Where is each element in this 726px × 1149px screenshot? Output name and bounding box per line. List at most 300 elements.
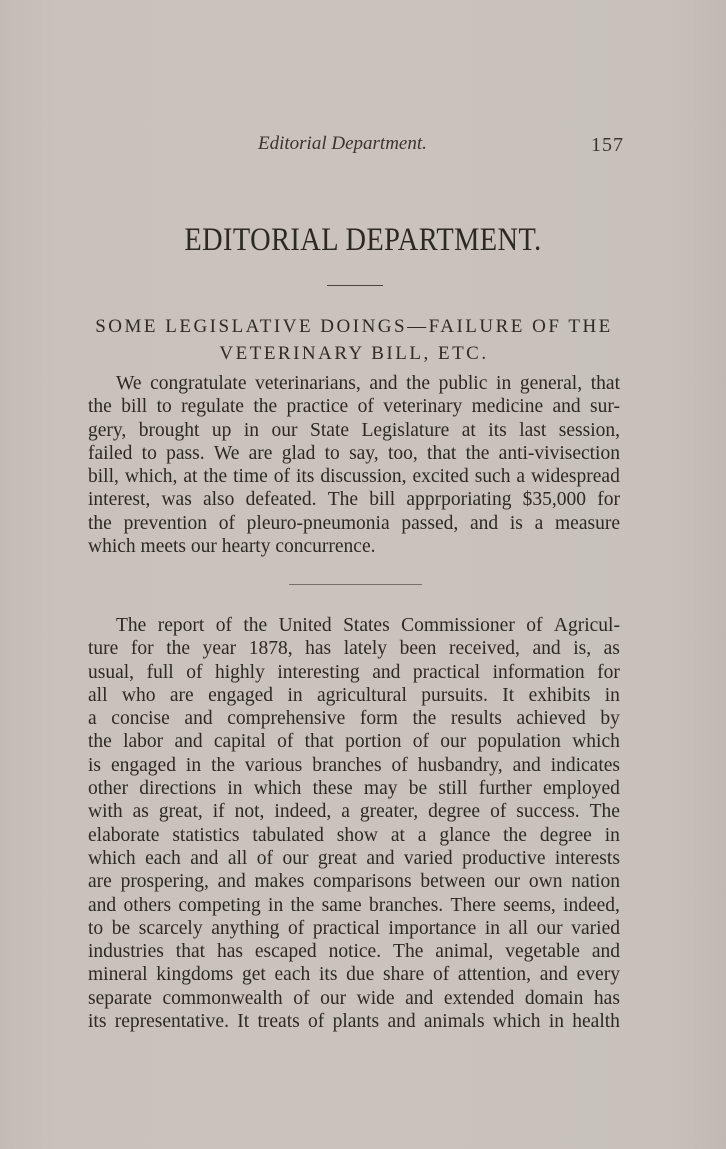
word: the [253,396,278,418]
word: was [161,489,192,511]
word: is [88,754,102,776]
word: extended [443,987,515,1009]
word: the [88,731,112,753]
word: congratulate [150,373,247,394]
word: of [215,615,232,636]
section-heading-line-1: SOME LEGISLATIVE DOINGS—FAILURE OF THE [95,316,613,337]
word: sur- [590,396,620,418]
word: each [145,847,181,869]
word: population [477,731,561,753]
word: the [88,396,112,418]
word: other [88,778,129,800]
word: still [438,778,468,800]
word: for [130,638,154,660]
word: practical [312,917,380,939]
word: the [406,373,430,394]
word: of [293,987,310,1009]
word: own [528,871,563,893]
word: session, [558,419,620,441]
word: that [590,373,620,394]
word: which [492,1011,541,1033]
word: 1878, [248,638,293,660]
word: in [604,684,620,706]
word: Legislature [361,419,450,441]
text-line [88,870,620,893]
page-number: 157 [591,134,624,156]
word: and [190,847,219,869]
word: We [213,442,240,464]
word: capital [213,731,266,753]
word: exhibits [528,684,591,706]
word: excited [412,466,469,488]
word: labor [123,731,164,753]
word: may [363,778,398,800]
text-line [88,614,620,637]
justified-line [88,824,620,847]
word: in [484,917,501,939]
word: The [116,615,147,636]
word: has [305,638,332,660]
word: prospering, [120,871,209,893]
word: brought [138,419,200,441]
word: results [450,708,502,730]
word: importance [388,917,477,939]
word: in [287,684,303,706]
word: all [508,917,529,939]
section-heading-line-2: VETERINARY BILL, ETC. [219,343,489,364]
word: the [211,754,235,776]
word: glad [281,442,316,464]
word: comparisons [313,871,412,893]
word: United [278,615,332,636]
word: at [390,824,405,846]
word: mineral [88,964,148,986]
text-line [88,637,620,660]
word: not, [234,801,265,823]
word: anything [211,917,280,939]
word: apprporiating [406,489,512,511]
word: interesting [277,661,360,683]
word: discussion, [320,466,407,488]
word: directions [139,778,217,800]
word: in [604,824,620,846]
word: measure [555,512,620,534]
word: the [203,466,228,488]
word: and [405,987,434,1009]
word: with [88,801,123,823]
word: our [440,731,467,753]
word: to [156,396,172,418]
word: practice [286,396,349,418]
word: interests [554,847,620,869]
justified-line [88,661,620,684]
word: seems, [503,894,556,916]
word: are [169,684,194,706]
justified-line [88,917,620,940]
justified-line [88,847,620,870]
word: the [503,824,527,846]
word: a [417,824,427,846]
word: too, [387,442,418,464]
word: show [336,824,378,846]
word: and [591,941,620,963]
word: at [183,466,198,488]
word: of [526,615,543,636]
text-line [88,987,620,1010]
word: veterinarians, [255,373,361,394]
paragraph-agriculture-report [88,614,620,1033]
word: elaborate [88,824,160,846]
word: the [88,512,112,534]
text-line [88,963,620,986]
word: great [317,847,357,869]
justified-line [88,419,620,442]
word: of [218,512,235,534]
word: in [496,373,512,394]
word: our [282,847,309,869]
word: Commissioner [401,615,515,636]
word: and [184,708,213,730]
word: various [244,754,303,776]
word: its [488,419,507,441]
word: be [111,917,131,939]
word: has [593,987,620,1009]
text-line [88,730,620,753]
word: and [532,638,561,660]
word: same [321,894,362,916]
word: these [312,778,353,800]
word: There [450,894,496,916]
word: of [432,964,450,986]
word: and [217,871,246,893]
word: every [576,964,620,986]
word: indeed, [563,894,620,916]
word: domain [524,987,584,1009]
word: bill [121,396,148,418]
text-line [88,707,620,730]
text-line [88,684,620,707]
running-title: Editorial Department. [258,133,427,154]
word: indicates [550,754,620,776]
word: highly [214,661,265,683]
justified-line [88,730,620,753]
word: and [366,847,395,869]
word: also [202,489,235,511]
justified-line [88,987,620,1010]
word: in [548,1011,564,1033]
justified-line [88,963,620,986]
word: greater, [359,801,419,823]
word: engaged [110,754,176,776]
word: of [357,396,374,418]
word: productive [462,847,546,869]
word: representative. [114,1011,229,1033]
justified-line [88,894,620,917]
word: glance [439,824,491,846]
text-line: which meets our hearty concurrence. [88,536,376,558]
word: attention, [457,964,532,986]
word: success. [516,801,580,823]
word: in [268,894,284,916]
word: year [202,638,237,660]
word: to [88,917,104,939]
word: full [146,661,174,683]
word: the [412,708,437,730]
word: such [474,466,511,488]
word: of [186,661,203,683]
text-line [88,777,620,800]
word: and [387,1011,416,1033]
word: received, [448,638,520,660]
word: for [597,489,620,511]
word: a [516,466,526,488]
text-line [88,1010,620,1033]
word: branches. [369,894,444,916]
word: degree [428,801,481,823]
word: usual, [88,661,135,683]
word: branches [312,754,382,776]
word: of [273,466,291,488]
word: competing [178,894,261,916]
word: share [383,964,425,986]
word: nation [571,871,620,893]
word: as [603,638,620,660]
word: anti-vivisection [498,442,620,464]
text-line [88,800,620,823]
word: each [274,964,311,986]
word: of [288,917,305,939]
word: of [277,731,294,753]
word: say, [349,442,379,464]
word: great, [158,801,203,823]
justified-line [88,870,620,893]
word: failed [88,442,133,464]
word: ture [88,638,119,660]
word: the [290,894,315,916]
title-divider [327,285,383,286]
word: scarcely [138,917,203,939]
justified-line [88,512,620,535]
word: time [233,466,268,488]
word: The [393,941,424,963]
word: the [465,442,490,464]
word: kingdoms [156,964,234,986]
word: gery, [88,419,127,441]
text-line [88,419,620,442]
word: to [141,442,157,464]
word: its [295,466,315,488]
word: indeed, [274,801,332,823]
word: and [512,754,541,776]
word: State [310,419,350,441]
text-line [88,488,620,511]
word: that [175,941,206,963]
justified-line [88,684,620,707]
justified-line [116,372,620,395]
word: agricultural [317,684,407,706]
word: degree [539,824,592,846]
text-line [88,847,620,870]
word: our [271,419,298,441]
word: which, [124,466,178,488]
word: commonwealth [162,987,283,1009]
word: bill [369,489,396,511]
word: The [589,801,620,823]
justified-line [88,1010,620,1033]
word: is [509,512,523,534]
word: and [174,731,203,753]
word: concise [111,708,170,730]
word: portion [345,731,402,753]
word: that [304,731,334,753]
word: a [88,708,97,730]
word: information [492,661,585,683]
word: the [166,638,191,660]
justified-line [88,707,620,730]
word: lately [343,638,388,660]
text-line [88,395,620,418]
word: pass. [166,442,205,464]
word: vegetable [505,941,580,963]
word: and [539,964,568,986]
text-line [88,917,620,940]
paragraph-legislative [88,372,620,558]
word: of [490,801,507,823]
word: treats [257,1011,300,1033]
word: by [600,708,620,730]
word: all [227,847,248,869]
word: statistics [172,824,240,846]
word: in [185,754,202,776]
word: all [88,684,108,706]
justified-line [88,442,620,465]
word: be [408,778,428,800]
word: been [399,638,437,660]
justified-line [88,395,620,418]
word: which [88,847,136,869]
word: are [248,442,273,464]
word: between [420,871,486,893]
word: form [359,708,398,730]
word: escaped [254,941,317,963]
word: our [536,917,563,939]
justified-line [88,754,620,777]
word: our [494,871,521,893]
word: defeated. [245,489,317,511]
word: medicine [471,396,544,418]
word: industries [88,941,164,963]
word: separate [88,987,152,1009]
word: in [227,778,243,800]
word: report [157,615,205,636]
word: others [123,894,172,916]
word: at [461,419,476,441]
word: States [343,615,390,636]
word: its [318,964,338,986]
word: the [243,615,268,636]
word: prevention [123,512,207,534]
word: pursuits. [421,684,488,706]
word: health [572,1011,620,1033]
word: and [88,894,117,916]
section-divider [289,584,422,585]
word: regulate [181,396,244,418]
word: of [308,1011,325,1033]
word: Agricul- [553,615,620,636]
word: interest, [88,489,151,511]
word: further [478,778,532,800]
word: veterinary [383,396,463,418]
word: of [412,731,429,753]
word: due [346,964,375,986]
page-title: EDITORIAL DEPARTMENT. [184,222,542,258]
word: husbandry, [417,754,503,776]
word: It [502,684,515,706]
word: The [327,489,359,511]
word: get [241,964,266,986]
word: $35,000 [522,489,587,511]
justified-line [88,488,620,511]
word: It [237,1011,250,1033]
word: public [438,373,488,394]
word: varied [403,847,453,869]
word: are [88,871,112,893]
word: bill, [88,466,119,488]
word: in [243,419,260,441]
word: of [391,754,408,776]
justified-line [88,465,620,488]
word: and [552,396,581,418]
word: and [372,661,401,683]
word: plants [332,1011,380,1033]
justified-line [116,614,620,637]
word: has [216,941,243,963]
word: which [253,778,302,800]
word: comprehensive [227,708,346,730]
text-line [88,940,620,963]
text-line [88,512,620,535]
word: a [341,801,350,823]
word: our [320,987,347,1009]
word: if [212,801,225,823]
text-line [88,465,620,488]
justified-line [88,637,620,660]
word: is, [573,638,592,660]
word: employed [543,778,620,800]
text-line [88,754,620,777]
word: its [88,1011,107,1033]
word: and [369,373,398,394]
word: widespread [531,466,620,488]
word: and [469,512,499,534]
justified-line [88,800,620,823]
word: last [519,419,547,441]
text-line [88,372,620,395]
word: varied [571,917,620,939]
word: pleuro-pneumonia [246,512,390,534]
section-heading [86,313,622,367]
word: tabulated [252,824,324,846]
running-head [0,133,726,163]
word: of [256,847,274,869]
word: notice. [328,941,382,963]
text-line [88,824,620,847]
word: makes [254,871,305,893]
word: for [597,661,620,683]
word: as [132,801,149,823]
word: animal, [435,941,494,963]
word: wide [356,987,395,1009]
